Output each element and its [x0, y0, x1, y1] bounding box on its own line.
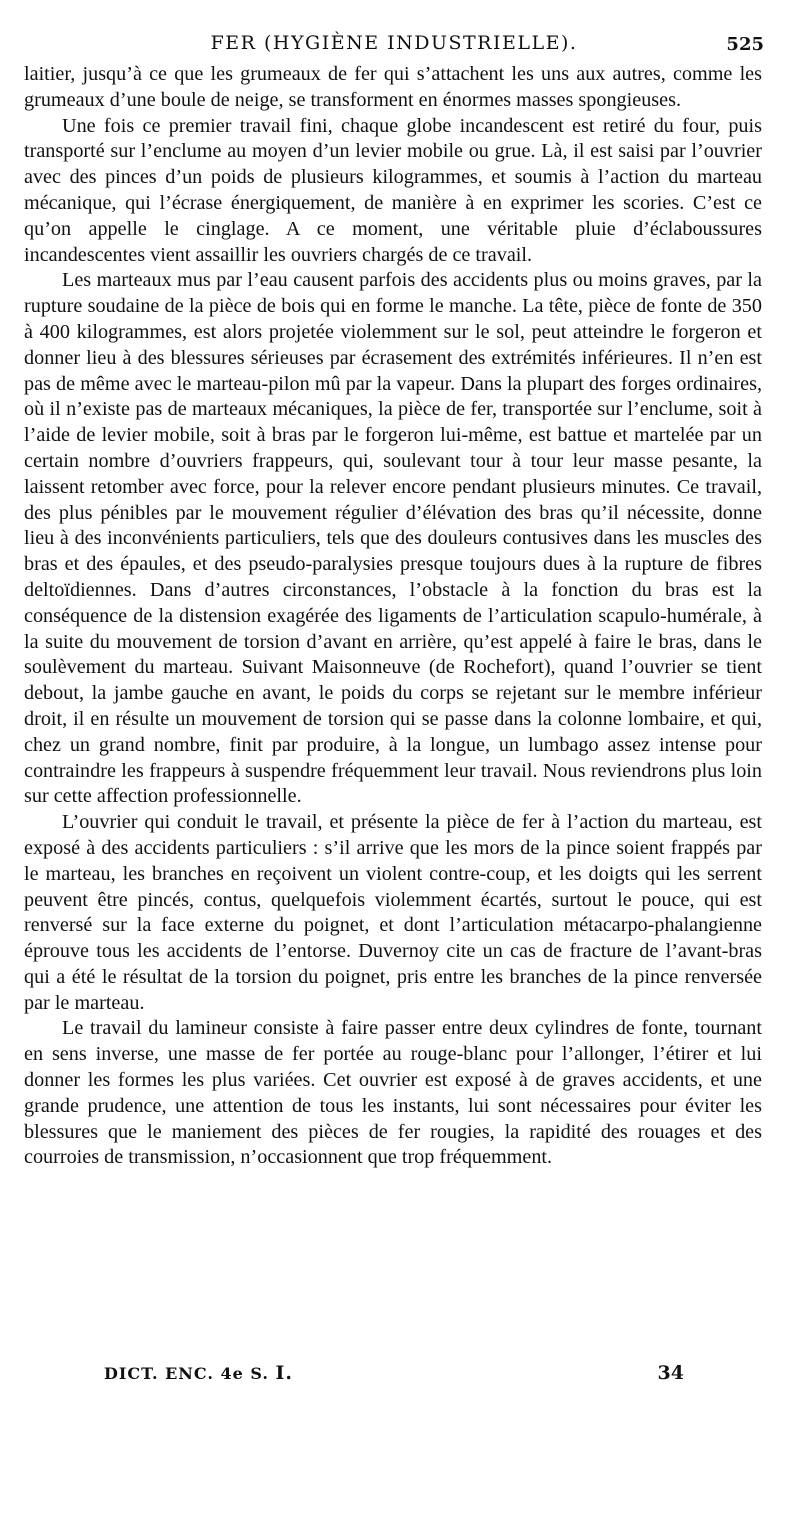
running-head: [24, 32, 764, 58]
page-number: 525: [726, 34, 764, 55]
running-title: FER (HYGIÈNE INDUSTRIELLE).: [210, 32, 578, 54]
signature-text: DICT. ENC. 4e S.: [104, 1364, 269, 1383]
page-footer: [104, 1362, 684, 1388]
sheet-number: 34: [657, 1362, 684, 1384]
volume-signature: [104, 1362, 293, 1384]
paragraph-marteaux: Les marteaux mus par l’eau causent parfois des accidents plus ou moins graves, par la rupture soudaine de la pièce de bois qui en forme le manche. La tête, pièce de fonte de 350 à 400 kilogrammes, est alors projetée violemment sur le sol, peut atteindre le forgeron et donner lieu à des blessures sérieuses par écrasement des extrémités inférieures. Il n’en est pas de même avec le marteau-pilon mû par la vapeur. Dans la plupart des forges ordinaires, où il n’existe pas de marteaux mécaniques, la pièce de fer, transportée sur l’enclume, soit à l’aide de levier mobile, soit à bras par le forgeron lui-même, est battue et martelée par un certain nombre d’ouvriers frappeurs, qui, soulevant tour à tour leur masse pesante, la laissent retomber avec force, pour la relever encore pendant plusieurs minutes. Ce travail, des plus pénibles par le mouvement régulier d’élévation des bras qu’il nécessite, donne lieu à des inconvénients particuliers, tels que des douleurs contusives dans les muscles des bras et des épaules, et des pseudo-paralysies presque toujours dues à la rupture de fibres deltoïdiennes. Dans d’autres circonstances, l’obstacle à la fonction du bras est la conséquence de la distension exagérée des ligaments de l’articulation scapulo-humérale, à la suite du mouvement de torsion d’avant en arrière, qu’est appelé à faire le bras, dans le soulèvement du marteau. Suivant Maisonneuve (de Rochefort), quand l’ouvrier se tient debout, la jambe gauche en avant, le poids du corps se rejetant sur le membre inférieur droit, il en résulte un mouvement de torsion qui se passe dans la colonne lombaire, et qui, chez un grand nombre, finit par produire, à la longue, un lumbago assez intense pour contraindre les frappeurs à suspendre fréquemment leur travail. Nous reviendrons plus loin sur cette affection professionnelle.: [24, 269, 762, 808]
paragraph-ouvrier: L’ouvrier qui conduit le travail, et présente la pièce de fer à l’action du marteau, est exposé à des accidents particuliers : s’il arrive que les mors de la pince soient frappés par le marteau, les branches en reçoivent un violent contre-coup, et les doigts qui les serrent peuvent être pincés, contus, quelquefois violemment écartés, surtout le pouce, qui est renversé sur la face externe du poignet, et dont l’articulation métacarpo-phalangienne éprouve tous les accidents de l’entorse. Duvernoy cite un cas de fracture de l’avant-bras qui a été le résultat de la torsion du poignet, pris entre les branches de la pince renversée par le marteau.: [24, 811, 762, 1014]
paragraph-cinglage: Une fois ce premier travail fini, chaque globe incandescent est retiré du four, puis transporté sur l’enclume au moyen d’un levier mobile ou grue. Là, il est saisi par l’ouvrier avec des pinces d’un poids de plusieurs kilogrammes, et soumis à l’action du marteau mécanique, qui l’écrase énergiquement, de manière à en exprimer les scories. C’est ce qu’on appelle le cinglage. A ce moment, une véritable pluie d’éclaboussures incandescentes vient assaillir les ouvriers chargés de ce travail.: [24, 114, 762, 266]
paragraph-lamineur: Le travail du lamineur consiste à faire passer entre deux cylindres de fonte, tournant en sens inverse, une masse de fer portée au rouge-blanc pour l’allonger, l’étirer et lui donner les formes les plus variées. Cet ouvrier est exposé à de graves accidents, et une grande prudence, une attention de tous les instants, lui sont nécessaires pour éviter les blessures que le maniement des pièces de fer rougies, la rapidité des rouages et des courroies de transmission, n’occasionnent que trop fréquemment.: [24, 1017, 762, 1169]
body-text: [24, 62, 762, 1171]
signature-volume: I.: [275, 1362, 294, 1384]
paragraph-continued: laitier, jusqu’à ce que les grumeaux de fer qui s’attachent les uns aux autres, comme les grumeaux d’une boule de neige, se transforment en énormes masses spongieuses.: [24, 63, 762, 111]
